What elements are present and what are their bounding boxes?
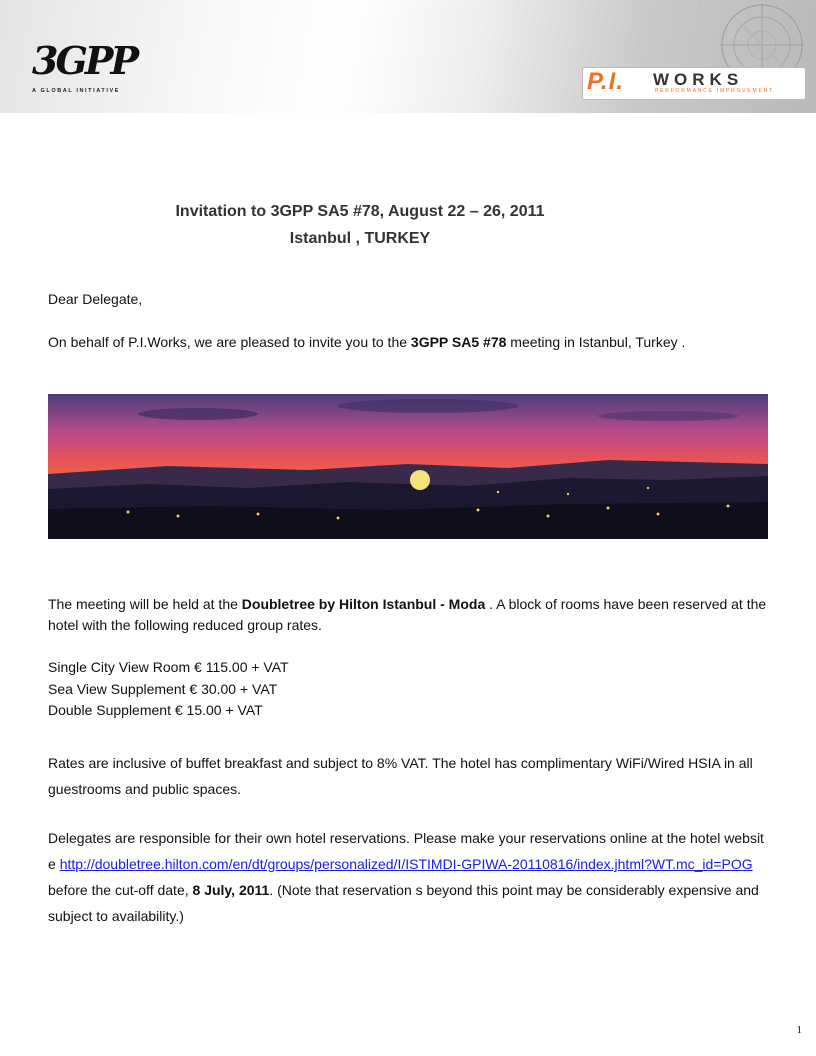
invitation-location: Istanbul , TURKEY <box>289 230 431 247</box>
greeting: Dear Delegate, <box>48 291 143 307</box>
page-number: 1 <box>796 1024 802 1036</box>
inclusive-paragraph: Rates are inclusive of buffet breakfast and subject to 8% VAT. The hotel has complimentary WiFi/Wired HSIA in all guestrooms and public spaces. <box>48 755 753 797</box>
piworks-logo-pi: P.I. <box>587 68 624 95</box>
rate-double: Double Supplement € 15.00 + VAT <box>48 702 263 718</box>
page-header <box>0 0 816 113</box>
rate-sea-view: Sea View Supplement € 30.00 + VAT <box>48 681 278 697</box>
reservations-paragraph: Delegates are responsible for their own hotel reservations. Please make your reservations online at the hotel website http://doubletree.hilton.com/en/dt/groups/personalized/I/ISTIMDI-GPIWA-20110816/index.jhtml?WT.mc_id=POG before the cut-off date, 8 July, 2011. (Note that reservation s beyond this point may be considerably expensive and subject to availability.) <box>48 830 764 924</box>
istanbul-panorama-image <box>48 394 768 539</box>
hotel-name: Doubletree by Hilton Istanbul - Moda <box>241 596 486 612</box>
meeting-name: 3GPP SA5 #78 <box>410 334 507 350</box>
piworks-logo-subtitle: PERFORMANCE IMPROVEMENT <box>655 88 774 94</box>
intro-paragraph: On behalf of P.I.Works, we are pleased to invite you to the 3GPP SA5 #78 meeting in Istanbul, Turkey . <box>48 334 686 350</box>
3gpp-logo-mark: 3GPP <box>32 38 137 83</box>
piworks-logo <box>582 67 806 100</box>
3gpp-logo-tagline: A GLOBAL INITIATIVE <box>32 88 121 94</box>
venue-paragraph: The meeting will be held at the Doubletree by Hilton Istanbul - Moda . A block of rooms have been reserved at the hotel with the following reduced group rates. <box>48 596 767 633</box>
rate-single: Single City View Room € 115.00 + VAT <box>48 659 289 675</box>
cutoff-date: 8 July, 2011 <box>192 882 270 898</box>
hotel-reservation-link[interactable]: http://doubletree.hilton.com/en/dt/groups/personalized/I/ISTIMDI-GPIWA-20110816/index.jhtml?WT.mc_id=POG <box>59 856 753 872</box>
3gpp-logo <box>30 38 137 98</box>
invitation-title: Invitation to 3GPP SA5 #78, August 22 – 26, 2011 <box>175 203 545 220</box>
piworks-logo-works: WORKS <box>653 70 744 89</box>
